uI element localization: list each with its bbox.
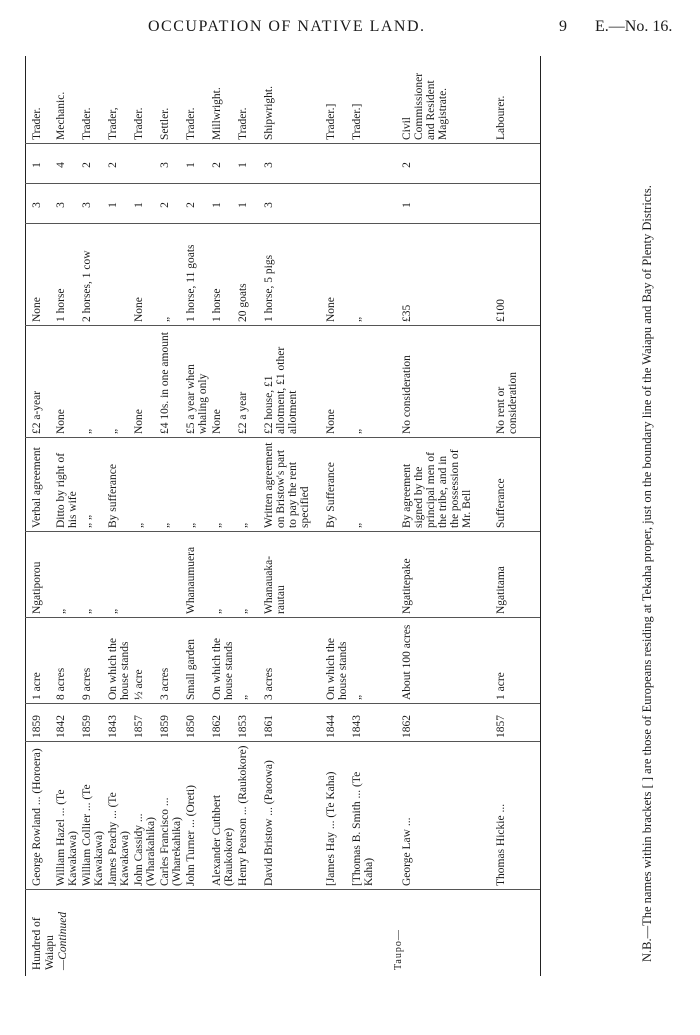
count-cell: 2 <box>211 162 223 168</box>
occupation-cell: Trader. <box>81 107 93 140</box>
bottom-rule <box>540 56 541 976</box>
count-cell: 1 <box>185 162 197 168</box>
col-divider <box>25 143 540 144</box>
count-cell: 1 <box>401 202 413 208</box>
extent-cell: 8 acres <box>55 667 67 700</box>
district-continued: —Continued <box>57 911 69 970</box>
count-cell: 2 <box>185 202 197 208</box>
tenure-cell: By Sufferance <box>325 462 337 528</box>
year-cell: 1862 <box>401 715 413 738</box>
page-number: 9 <box>559 18 567 35</box>
occupant-name: George Law ... <box>401 817 413 886</box>
count-cell: 3 <box>55 202 67 208</box>
occupant-name: John Cassidy ... (Wharakahika) <box>133 813 157 886</box>
col-divider <box>25 183 540 184</box>
extent-cell: „ <box>351 694 363 700</box>
district-label <box>31 892 70 970</box>
count-cell: 3 <box>263 202 275 208</box>
count-cell: 2 <box>81 162 93 168</box>
year-cell: 1862 <box>211 715 223 738</box>
extent-cell: On which the house stands <box>325 638 349 700</box>
extent-cell: On which the house stands <box>211 638 235 700</box>
occupation-cell: Trader. <box>237 107 249 140</box>
occupation-cell: Trader, <box>107 107 119 140</box>
extent-cell: 1 acre <box>31 672 43 700</box>
year-cell: 1859 <box>81 715 93 738</box>
occupant-name: James Peachy ... (Te Kawakawa) <box>107 792 131 886</box>
extent-cell: About 100 acres <box>401 624 413 700</box>
occupant-name: William Hazel ... (Te Kawakawa) <box>55 789 79 886</box>
count-cell: 3 <box>159 162 171 168</box>
count-cell: 3 <box>81 202 93 208</box>
stock-cell: £100 <box>495 299 507 322</box>
col-divider <box>25 703 540 704</box>
tenure-cell: Ditto by right of his wife <box>55 452 79 528</box>
document-reference: E.—No. 16. <box>595 18 673 35</box>
occupation-cell: Trader. <box>31 107 43 140</box>
occupation-cell: Labourer. <box>495 95 507 140</box>
year-cell: 1859 <box>159 715 171 738</box>
occupant-name: John Turner ... (Oreti) <box>185 785 197 886</box>
extent-cell: Small garden <box>185 639 197 700</box>
occupation-cell: Trader. <box>185 107 197 140</box>
tribe-cell: Whanaumuera <box>185 546 197 614</box>
occupant-name: William Collier ... (Te Kawakawa) <box>81 784 105 886</box>
occupation-cell: Trader. <box>133 107 145 140</box>
year-cell: 1850 <box>185 715 197 738</box>
tenure-cell: Sufferance <box>495 478 507 528</box>
count-cell: 1 <box>237 202 249 208</box>
occupant-name: Thomas Hickie ... <box>495 803 507 886</box>
col-divider <box>25 531 540 532</box>
extent-cell: 1 acre <box>495 672 507 700</box>
col-divider <box>25 617 540 618</box>
tenure-cell: Verbal agreement <box>31 447 43 528</box>
occupation-cell: Mechanic. <box>55 91 67 140</box>
count-cell: 1 <box>31 162 43 168</box>
payment-cell: None <box>325 409 337 434</box>
tribe-cell: Ngatiporou <box>31 561 43 614</box>
extent-cell: 3 acres <box>159 667 171 700</box>
occupant-name: [James Hay ... (Te Kaha) <box>325 771 337 886</box>
occupant-name: [Thomas B. Smith ... (Te Kaha) <box>351 771 375 886</box>
stock-cell: £35 <box>401 304 413 322</box>
stock-cell: 2 horses, 1 cow <box>81 250 93 322</box>
count-cell: 1 <box>133 202 145 208</box>
payment-cell: £2 house, £1 allotment, £1 other allotment <box>263 346 299 434</box>
occupation-cell: Trader.] <box>351 103 363 140</box>
payment-cell: £5 a year when whaling only <box>185 364 209 434</box>
payment-cell: £4 10s. in one amount <box>159 332 171 434</box>
occupant-name: George Rowland ... (Horoera) <box>31 748 43 886</box>
stock-cell: 1 horse, 11 goats <box>185 244 197 322</box>
tribe-cell: Ngatitama <box>495 566 507 614</box>
stock-cell: 20 goats <box>237 283 249 322</box>
footnote: N.B.—The names within brackets [ ] are those of Europeans residing at Tekaha proper, just on the boundary line of the Waiapu and Bay of Plenty Districts. <box>640 185 654 962</box>
payment-cell: None <box>133 409 145 434</box>
year-cell: 1844 <box>325 715 337 738</box>
count-cell: 2 <box>159 202 171 208</box>
page-header <box>0 18 700 42</box>
payment-cell: „ <box>107 428 119 434</box>
count-cell: 1 <box>107 202 119 208</box>
tribe-cell: „ <box>211 608 223 614</box>
occupation-cell: Shipwright. <box>263 86 275 140</box>
stock-cell: 1 horse, 5 pigs <box>263 254 275 322</box>
tenure-cell: „ <box>185 522 197 528</box>
district-name: Taupo— <box>393 929 404 970</box>
stock-cell: None <box>31 297 43 322</box>
col-divider <box>25 741 540 742</box>
year-cell: 1861 <box>263 715 275 738</box>
year-cell: 1857 <box>495 715 507 738</box>
district-name: Hundred of Waiapu <box>31 917 56 970</box>
tenure-cell: „ <box>351 522 363 528</box>
occupation-cell: Trader.] <box>325 103 337 140</box>
count-cell: 2 <box>401 162 413 168</box>
tenure-cell: By sufferance <box>107 464 119 528</box>
tenure-cell: By agreement signed by the principal men of the tribe, and in the possession of Mr. Bell <box>401 449 473 528</box>
occupant-name: Carles Francisco ... (Wharekahika) <box>159 797 183 886</box>
year-cell: 1842 <box>55 715 67 738</box>
occupation-cell: Civil Commissioner and Resident Magistrate. <box>401 72 449 140</box>
extent-cell: „ <box>237 694 249 700</box>
payment-cell: No consideration <box>401 355 413 434</box>
occupant-name: Alexander Cuthbert (Raukokore) <box>211 794 235 886</box>
tribe-cell: „ <box>107 608 119 614</box>
extent-cell: 3 acres <box>263 667 275 700</box>
occupant-name: David Bristow ... (Paoowa) <box>263 760 275 886</box>
payment-cell: None <box>55 409 67 434</box>
year-cell: 1843 <box>107 715 119 738</box>
stock-cell: 1 horse <box>211 288 223 322</box>
payment-cell: „ <box>351 428 363 434</box>
year-cell: 1859 <box>31 715 43 738</box>
count-cell: 4 <box>55 162 67 168</box>
top-rule <box>25 56 26 976</box>
col-divider <box>25 889 540 890</box>
payment-cell: £2 a year <box>237 391 249 434</box>
tenure-cell: „ „ <box>81 514 93 528</box>
year-cell: 1857 <box>133 715 145 738</box>
tenure-cell: „ <box>211 522 223 528</box>
rotated-table <box>25 56 680 976</box>
stock-cell: „ <box>159 316 171 322</box>
extent-cell: 9 acres <box>81 667 93 700</box>
tribe-cell: Whanauaka-rautau <box>263 555 287 614</box>
count-cell: 1 <box>211 202 223 208</box>
count-cell: 1 <box>237 162 249 168</box>
payment-cell: None <box>211 409 223 434</box>
col-divider <box>25 325 540 326</box>
tribe-cell: „ <box>237 608 249 614</box>
extent-cell: On which the house stands <box>107 638 131 700</box>
occupation-cell: Settler. <box>159 107 171 140</box>
col-divider <box>25 223 540 224</box>
count-cell: 3 <box>263 162 275 168</box>
col-divider <box>25 437 540 438</box>
stock-cell: „ <box>351 316 363 322</box>
tenure-cell: Written agreement on Bristow's part to pay the rent specified <box>263 442 311 528</box>
stock-cell: 1 horse <box>55 288 67 322</box>
tenure-cell: „ <box>237 522 249 528</box>
payment-cell: „ <box>81 428 93 434</box>
tribe-cell: „ <box>81 608 93 614</box>
stock-cell: None <box>133 297 145 322</box>
count-cell: 3 <box>31 202 43 208</box>
stock-cell: None <box>325 297 337 322</box>
tenure-cell: „ <box>133 522 145 528</box>
occupant-name: Henry Pearson ... (Raukokore) <box>237 745 249 886</box>
payment-cell: No rent or consideration <box>495 372 519 434</box>
tenure-cell: „ <box>159 522 171 528</box>
page-title: OCCUPATION OF NATIVE LAND. <box>148 18 426 35</box>
tribe-cell: „ <box>55 608 67 614</box>
occupation-cell: Millwright. <box>211 87 223 140</box>
count-cell: 2 <box>107 162 119 168</box>
payment-cell: £2 a-year <box>31 390 43 434</box>
extent-cell: ½ acre <box>133 669 145 700</box>
tribe-cell: Ngatitepake <box>401 558 413 614</box>
year-cell: 1853 <box>237 715 249 738</box>
year-cell: 1843 <box>351 715 363 738</box>
